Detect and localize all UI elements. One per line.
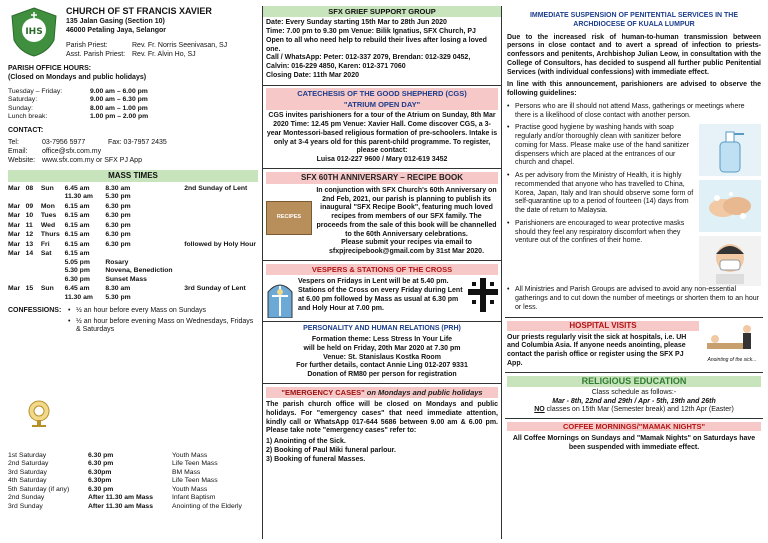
mass-time-1: 6.15 am — [64, 221, 90, 229]
confession-item-1: ½ an hour before every Mass on Sundays — [76, 306, 206, 314]
mass-month: Mar — [8, 250, 21, 258]
mass-weekday: Sun — [40, 285, 54, 293]
mass-time-2: 6.30 pm — [105, 212, 131, 220]
church-header — [8, 6, 258, 59]
svg-text:IHS: IHS — [25, 27, 43, 37]
office-day: Sunday: — [8, 104, 33, 112]
youth-time: After 11.30 am Mass — [88, 494, 153, 502]
youth-time: 6.30pm — [88, 468, 112, 476]
religious-no: NO — [534, 406, 545, 414]
suspension-section — [505, 12, 763, 313]
grief-line-1: Date: Every Sunday starting 15th Mar to 28th Jun 2020 — [266, 19, 447, 27]
prh-line-1: Formation theme: Less Stress In Your Life — [311, 336, 453, 343]
bullet-icon: • — [507, 286, 510, 294]
recipe-section — [263, 168, 501, 260]
mass-time-1: 6.15 am 5.05 pm 5.30 pm 6.30 pm — [64, 250, 90, 283]
guideline-4: Parishioners are encouraged to wear protective masks should they feel any respiratory discomfort when they venture out of the confines of their home. — [515, 219, 685, 245]
mass-month: Mar — [8, 221, 21, 229]
mass-time-2: 8.30 am 5.30 pm — [105, 184, 131, 201]
mass-row — [8, 212, 258, 221]
mass-row — [8, 285, 258, 303]
cgs-section — [263, 85, 501, 168]
emergency-title-bar — [266, 387, 498, 398]
mass-time-2: 6.30 pm — [105, 202, 131, 210]
religious-line-3: classes on 15th Mar (Semester break) and 12th Apr (Easter) — [544, 406, 734, 414]
mass-time-2: Rosary Novena, Benediction Sunset Mass — [105, 258, 173, 283]
youth-day: 2nd Saturday — [8, 460, 49, 468]
mass-day-num: 15 — [25, 285, 34, 293]
mass-row — [8, 185, 258, 203]
office-hours: 9.00 am – 6.30 pm — [90, 96, 148, 104]
mass-day-num: 11 — [25, 221, 33, 229]
mask-child-icon — [699, 236, 761, 286]
recipe-title: SFX 60TH ANNIVERSARY – RECIPE BOOK — [266, 172, 498, 184]
youth-row — [8, 452, 258, 460]
mass-day-num: 13 — [25, 240, 34, 248]
mass-time-2: 8.30 am 5.30 pm — [105, 285, 131, 301]
office-hours: 9.00 am – 6.00 pm — [90, 87, 148, 95]
hand-washing-icon — [699, 180, 761, 232]
cgs-subtitle: "ATRIUM OPEN DAY" — [266, 99, 498, 110]
hospital-body: Our priests regularly visit the sick at hospitals, i.e. UH and Columbia Asia. If anyone needs anointing, please contact the parish office or register using the SFX PJ App. — [507, 333, 687, 367]
mass-weekday: Sat — [40, 250, 52, 258]
mass-day-num: 14 — [25, 250, 34, 258]
grief-line-6: Closing Date: 11th Mar 2020 — [266, 71, 359, 79]
emergency-item: 1) Anointing of the Sick. — [266, 438, 346, 446]
mass-note — [184, 203, 258, 212]
middle-column — [262, 6, 502, 539]
asst-priest: Rev. Fr. Alvin Ho, SJ — [132, 50, 196, 58]
mass-day-num: 10 — [25, 212, 34, 220]
confessions-section — [8, 307, 258, 339]
emergency-item: 2) Booking of Paul Miki funeral parlour. — [266, 446, 396, 454]
mass-time-2: 6.30 pm — [105, 221, 131, 229]
coffee-section — [505, 418, 763, 456]
mass-time-1: 6.45 am 11.30 am — [64, 184, 93, 201]
contact-title: CONTACT: — [8, 126, 44, 134]
youth-time: 6.30 pm — [88, 452, 114, 459]
mass-note — [184, 231, 258, 240]
religious-title: RELIGIOUS EDUCATION — [507, 376, 761, 387]
mass-times-title: MASS TIMES — [8, 170, 258, 182]
stained-glass-icon — [266, 278, 294, 318]
emergency-body: The parish church office will be closed on Mondays and public holidays. For "emergency cases" that need immediate attention, kindly call or WhatsApp 017-644 5686 between 9.00 am & 6.00 pm. Please take note "emergency cases" refer to: — [266, 401, 498, 435]
youth-event: Infant Baptism — [172, 494, 216, 502]
mass-month: Mar — [8, 212, 21, 220]
mass-time-2: 6.30 pm — [105, 231, 131, 239]
youth-time: 6.30pm — [88, 477, 112, 485]
cross-icon — [468, 278, 498, 312]
mass-weekday: Tues — [40, 212, 57, 220]
mass-times-table — [8, 185, 258, 303]
bullet-icon: • — [68, 317, 71, 325]
youth-day: 2nd Sunday — [8, 494, 45, 502]
mass-weekday: Fri — [40, 240, 50, 248]
parish-priest-label: Parish Priest: — [66, 41, 108, 49]
prh-line-4: For further details, contact Annie Ling 012-207 9331 — [296, 362, 468, 370]
grief-line-4: Call / WhatsApp: Peter: 012-337 2079, Brendan: 012-329 0452, — [266, 54, 471, 62]
prh-line-3: Venue: St. Stanislaus Kostka Room — [323, 353, 441, 361]
youth-schedule-table — [8, 452, 258, 511]
recipe-book-icon — [266, 201, 312, 235]
youth-day: 4th Saturday — [8, 477, 47, 485]
mass-note: 3rd Sunday of Lent — [184, 285, 246, 293]
youth-event: Youth Mass — [172, 485, 208, 493]
recipe-body: In conjunction with SFX Church's 60th Anniversary on 2nd Feb, 2021, our parish is planning to publish its inaugural "SFX Recipe Book", featuring much loved recipes from members of our SFX family. The proceeds from the sale of this book will be channelled to the 60th Anniversary celebrations. — [316, 186, 497, 238]
youth-event: Life Teen Mass — [172, 477, 218, 485]
youth-row — [8, 494, 258, 502]
right-column — [505, 6, 763, 539]
mass-time-1: 6.15 am — [64, 212, 90, 220]
youth-time: 6.30 pm — [88, 460, 114, 468]
bullet-icon: • — [68, 306, 71, 314]
office-hours: 1.00 pm – 2.00 pm — [90, 113, 149, 121]
office-hours-row — [8, 96, 150, 104]
youth-row — [8, 503, 258, 511]
youth-event: Life Teen Mass — [172, 460, 218, 468]
email-label: Email: — [8, 148, 28, 156]
fax-value: Fax: 03-7957 2435 — [108, 139, 167, 147]
mass-day-num: 09 — [25, 202, 34, 210]
office-day: Saturday: — [8, 96, 38, 104]
emergency-title-suffix: on Mondays and public holidays — [364, 387, 483, 397]
mass-month: Mar — [8, 240, 21, 248]
suspension-title: IMMEDIATE SUSPENSION OF PENITENTIAL SERVICES IN THE ARCHDIOCESE OF KUALA LUMPUR — [529, 12, 739, 28]
bullet-icon: • — [507, 102, 510, 110]
emergency-section — [263, 383, 501, 468]
bullet-icon: • — [507, 219, 510, 227]
youth-day: 3rd Sunday — [8, 502, 43, 510]
youth-event: Anointing of the Elderly — [172, 502, 242, 510]
cgs-contact: Luisa 012-227 9600 / Mary 012-619 3452 — [316, 156, 448, 164]
email-link[interactable]: office@sfx.com.my — [42, 148, 102, 156]
guideline-5: All Ministries and Parish Groups are advised to avoid any non-essential gatherings and to cut down the number of meetings or shorten them to an hour or less. — [515, 286, 759, 311]
church-name: CHURCH OF ST FRANCIS XAVIER — [66, 6, 212, 16]
grief-support-section — [263, 6, 501, 81]
bullet-icon: • — [507, 172, 510, 179]
tel-label: Tel: — [8, 139, 19, 147]
website-link[interactable]: www.sfx.com.my or SFX PJ App — [42, 156, 142, 164]
mass-day-num: 12 — [25, 231, 34, 239]
coffee-title: COFFEE MORNINGS/"MAMAK NIGHTS" — [507, 422, 761, 431]
guideline-2: Practise good hygiene by washing hands with soap regularly and/or thoroughly clean with sanitizer before coming for Mass. Please make use of the hand sanitizer dispensers which are placed at the entrances of our church and chapel. — [515, 124, 689, 167]
emergency-title: "EMERGENCY CASES" — [281, 387, 365, 397]
mass-note — [184, 212, 258, 221]
contact-section — [8, 127, 258, 166]
asst-priest-label: Asst. Parish Priest: — [66, 50, 126, 58]
office-hours-row — [8, 88, 150, 96]
youth-time: 6.30 pm — [88, 485, 114, 493]
youth-row — [8, 460, 258, 468]
mass-row — [8, 203, 258, 212]
mass-note — [184, 222, 258, 231]
youth-time: After 11.30 am Mass — [88, 502, 153, 510]
mass-time-1: 6.15 am — [64, 231, 90, 239]
office-day: Lunch break: — [8, 113, 48, 121]
cgs-body: CGS invites parishioners for a tour of the Atrium on Sunday, 8th Mar 2020 Time: 12.45 pm Venue: Xavier Hall. Come discover CGS, a 3-year Montessori-based religious formation of pre-schoolers. Intake is only at 3-4 years old for this parent-child programme. To register, please contact: — [266, 112, 498, 155]
office-day: Tuesday – Friday: — [8, 87, 63, 95]
youth-row — [8, 469, 258, 477]
bullet-icon: • — [507, 124, 510, 132]
office-hours-note: (Closed on Mondays and public holidays) — [8, 74, 147, 81]
grief-line-2: Time: 7.00 pm to 9.30 pm Venue: Bilik Ignatius, SFX Church, PJ — [266, 28, 476, 36]
mass-time-1: 6.15 am — [64, 240, 90, 248]
hospital-title: HOSPITAL VISITS — [507, 321, 699, 331]
vespers-title: VESPERS & STATIONS OF THE CROSS — [266, 264, 498, 275]
emergency-item: 3) Booking of funeral Masses. — [266, 455, 366, 463]
anointing-caption: Anointing of the sick... — [707, 356, 757, 363]
mass-time-1: 6.45 am 11.30 am — [64, 285, 93, 301]
mass-note — [184, 250, 258, 285]
suspension-p2: In line with this announcement, parishioners are advised to observe the following guidelines: — [507, 81, 761, 97]
mass-weekday: Sun — [40, 184, 54, 192]
mass-note: followed by Holy Hour — [184, 240, 256, 248]
suspension-p1: Due to the increased risk of human-to-human transmission between persons in close contact and to avert a spread of infection to priests-confessors and penitents, Archbishop Julian Leow, in consultation with the College of Consultors, has decided to suspend all further public Penitential Services (with individual confessions) with immediate effect. — [507, 33, 761, 76]
mass-row — [8, 231, 258, 240]
church-address-1: 135 Jalan Gasing (Section 10) — [66, 18, 165, 26]
youth-event: BM Mass — [172, 468, 201, 476]
prh-section — [263, 321, 501, 383]
hospital-section — [505, 317, 763, 372]
confession-item-2: ½ an hour before evening Mass on Wednesdays, Fridays & Saturdays — [76, 317, 254, 334]
mass-month: Mar — [8, 285, 21, 293]
office-hours-table — [8, 88, 150, 122]
grief-line-5: Calvin: 016-229 4850, Karen: 012-371 7060 — [266, 63, 406, 71]
prh-line-2: will be held on Friday, 20th Mar 2020 at 7.30 pm — [303, 344, 461, 352]
office-hours: 8.00 am – 1.00 pm — [90, 104, 148, 112]
guideline-1: Persons who are ill should not attend Mass, gatherings or meetings where there is a likelihood of close contact with another person. — [515, 102, 745, 119]
vespers-body: Vespers on Fridays in Lent will be at 5.40 pm. Stations of the Cross on every Friday during Lent at 6.00 pm followed by Mass as usual at 6.30 pm and Holy Hour at 7.00 pm. — [298, 278, 463, 312]
left-column — [8, 6, 258, 539]
parish-priest: Rev. Fr. Norris Seenivasan, SJ — [132, 41, 228, 49]
grief-line-3: Open to all who need help to rebuild their lives after losing a loved one. — [266, 36, 487, 53]
recipe-submit: Please submit your recipes via email to sfxpjrecipebook@gmail.com by 31st Mar 2020. — [328, 239, 485, 256]
recipe-book-label: RECIPES — [276, 214, 302, 221]
confessions-label: CONFESSIONS: — [8, 306, 62, 314]
website-label: Website: — [8, 156, 36, 164]
mass-month: Mar — [8, 202, 21, 210]
mass-time-2: 6.30 pm — [105, 240, 131, 248]
guideline-3: As per advisory from the Ministry of Health, it is highly recommended that anyone who has travelled to China, Korea, Japan, Italy and Iran should observe some form of self-quarantine up to a period of fourteen (14) days from the date of return to Malaysia. — [515, 172, 694, 214]
office-hours-title: PARISH OFFICE HOURS: — [8, 65, 92, 73]
church-logo-icon — [8, 6, 60, 58]
youth-day: 3rd Saturday — [8, 468, 47, 476]
hand-sanitizer-icon — [699, 124, 761, 176]
prh-title: PERSONALITY AND HUMAN RELATIONS (PRH) — [303, 325, 461, 333]
youth-row — [8, 486, 258, 494]
mass-weekday: Wed — [40, 221, 56, 229]
mass-month: Mar — [8, 184, 21, 192]
office-hours — [8, 65, 258, 121]
office-hours-row — [8, 105, 150, 113]
religious-line-2: Mar - 8th, 22nd and 29th / Apr - 5th, 19th and 26th — [552, 397, 716, 405]
monstrance-icon — [26, 400, 52, 432]
mass-row — [8, 241, 258, 250]
coffee-body: All Coffee Mornings on Sundays and "Mamak Nights" on Saturdays have been suspended with immediate effect. — [512, 435, 756, 452]
mass-row — [8, 222, 258, 231]
vespers-section — [263, 260, 501, 321]
mass-note: 2nd Sunday of Lent — [184, 184, 248, 192]
youth-day: 1st Saturday — [8, 452, 47, 459]
mass-time-1: 6.15 am — [64, 202, 90, 210]
mass-month: Mar — [8, 231, 21, 239]
mass-day-num: 08 — [25, 184, 34, 192]
prh-line-5: Donation of RM80 per person for registration — [307, 371, 457, 378]
tel-value: 03-7956 5977 — [42, 139, 86, 147]
mass-weekday: Mon — [40, 202, 55, 210]
religious-line-1: Class schedule as follows:- — [591, 388, 677, 396]
mass-row — [8, 250, 258, 285]
grief-title: SFX GRIEF SUPPORT GROUP — [263, 6, 501, 17]
cgs-title: CATECHESIS OF THE GOOD SHEPHERD (CGS) — [266, 88, 498, 99]
youth-day: 5th Saturday (if any) — [8, 485, 70, 493]
youth-event: Youth Mass — [172, 452, 208, 459]
youth-row — [8, 477, 258, 485]
church-address-2: 46000 Petaling Jaya, Selangor — [66, 27, 166, 34]
religious-education-section — [505, 372, 763, 419]
office-hours-row — [8, 113, 150, 121]
anointing-illustration-icon — [703, 321, 761, 357]
mass-weekday: Thurs — [40, 231, 60, 239]
